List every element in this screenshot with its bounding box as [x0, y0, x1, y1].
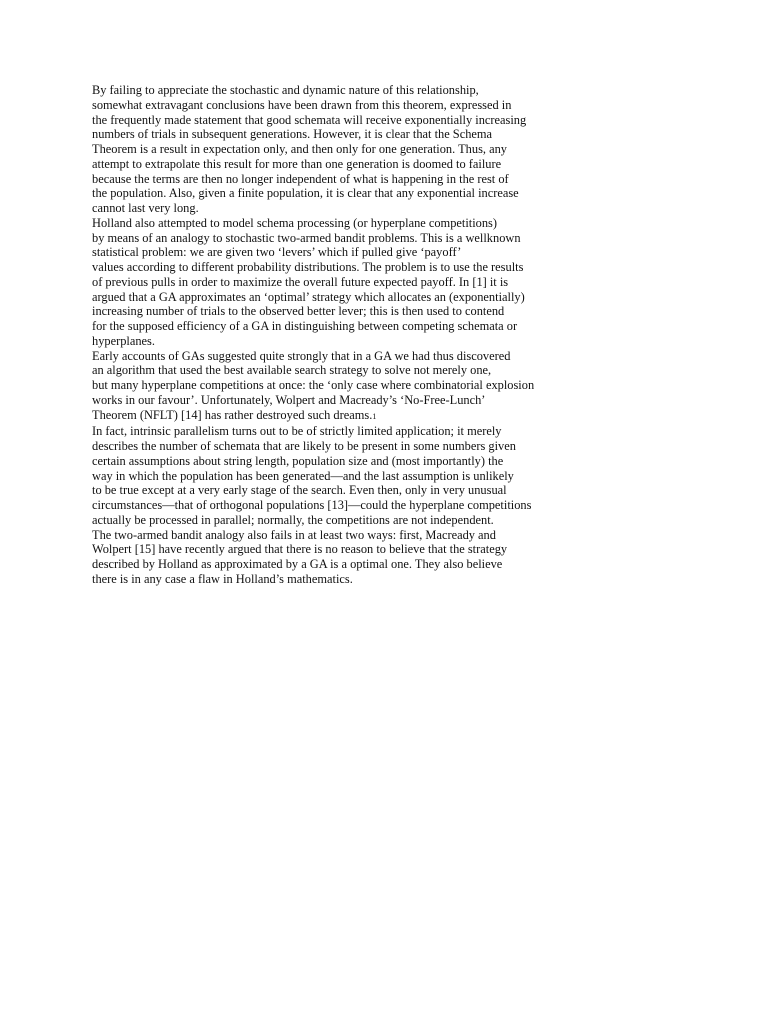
text-line-with-footnote: [92, 408, 562, 425]
text-line: In fact, intrinsic parallelism turns out to be of strictly limited application; it merely: [92, 424, 502, 439]
text-line: for the supposed efficiency of a GA in distinguishing between competing schemata or: [92, 319, 518, 333]
text-line: The two-armed bandit analogy also fails in at least two ways: first, Macready and: [92, 527, 496, 542]
text-line: works in our favour’. Unfortunately, Wolpert and Macready’s ‘No-Free-Lunch’: [92, 392, 486, 407]
text-line: Holland also attempted to model schema processing (or hyperplane competitions): [92, 215, 497, 230]
text-line: because the terms are then no longer independent of what is happening in the rest of: [92, 171, 509, 186]
text-line: actually be processed in parallel; normally, the competitions are not independent.: [92, 512, 494, 527]
text-line: By failing to appreciate the stochastic and dynamic nature of this relationship,: [92, 83, 479, 97]
text-line: by means of an analogy to stochastic two-armed bandit problems. This is a wellknown: [92, 230, 521, 245]
text-line: way in which the population has been generated—and the last assumption is unlikely: [92, 468, 514, 483]
text-line: an algorithm that used the best available search strategy to solve not merely one,: [92, 363, 492, 378]
text-line: Theorem is a result in expectation only, and then only for one generation. Thus, any: [92, 142, 507, 156]
text-line: increasing number of trials to the observed better lever; this is then used to contend: [92, 304, 505, 319]
text-line: describes the number of schemata that are likely to be present in some numbers given: [92, 439, 516, 453]
document-body: [92, 83, 562, 587]
text-line: the frequently made statement that good schemata will receive exponentially increasing: [92, 112, 527, 127]
text-line: Theorem (NFLT) [14] has rather destroyed such dreams.: [92, 407, 373, 422]
text-line: circumstances—that of orthogonal populations [13]—could the hyperplane competitions: [92, 498, 532, 512]
text-line: of previous pulls in order to maximize the overall future expected payoff. In [1] it is: [92, 274, 509, 289]
footnote-marker: 1: [372, 411, 377, 421]
text-line: hyperplanes.: [92, 333, 155, 348]
text-line: cannot last very long.: [92, 201, 199, 215]
text-line: argued that a GA approximates an ‘optimal’ strategy which allocates an (exponentially): [92, 289, 525, 304]
text-line: somewhat extravagant conclusions have been drawn from this theorem, expressed in: [92, 97, 512, 112]
text-line: values according to different probability distributions. The problem is to use the results: [92, 260, 524, 274]
text-line: statistical problem: we are given two ‘levers’ which if pulled give ‘payoff’: [92, 245, 462, 260]
text-line: Wolpert [15] have recently argued that there is no reason to believe that the strategy: [92, 542, 508, 557]
text-line: to be true except at a very early stage of the search. Even then, only in very unusual: [92, 483, 507, 498]
text-line: described by Holland as approximated by a GA is a optimal one. They also believe: [92, 557, 503, 571]
text-line: there is in any case a flaw in Holland’s mathematics.: [92, 571, 353, 586]
text-line: numbers of trials in subsequent generations. However, it is clear that the Schema: [92, 127, 493, 142]
text-line: but many hyperplane competitions at once: the ‘only case where combinatorial explosion: [92, 378, 535, 392]
text-line: Early accounts of GAs suggested quite strongly that in a GA we had thus discovered: [92, 348, 511, 363]
text-line: the population. Also, given a finite population, it is clear that any exponential increase: [92, 186, 519, 201]
text-line: attempt to extrapolate this result for more than one generation is doomed to failure: [92, 156, 502, 171]
text-line: certain assumptions about string length, population size and (most importantly) the: [92, 453, 504, 468]
